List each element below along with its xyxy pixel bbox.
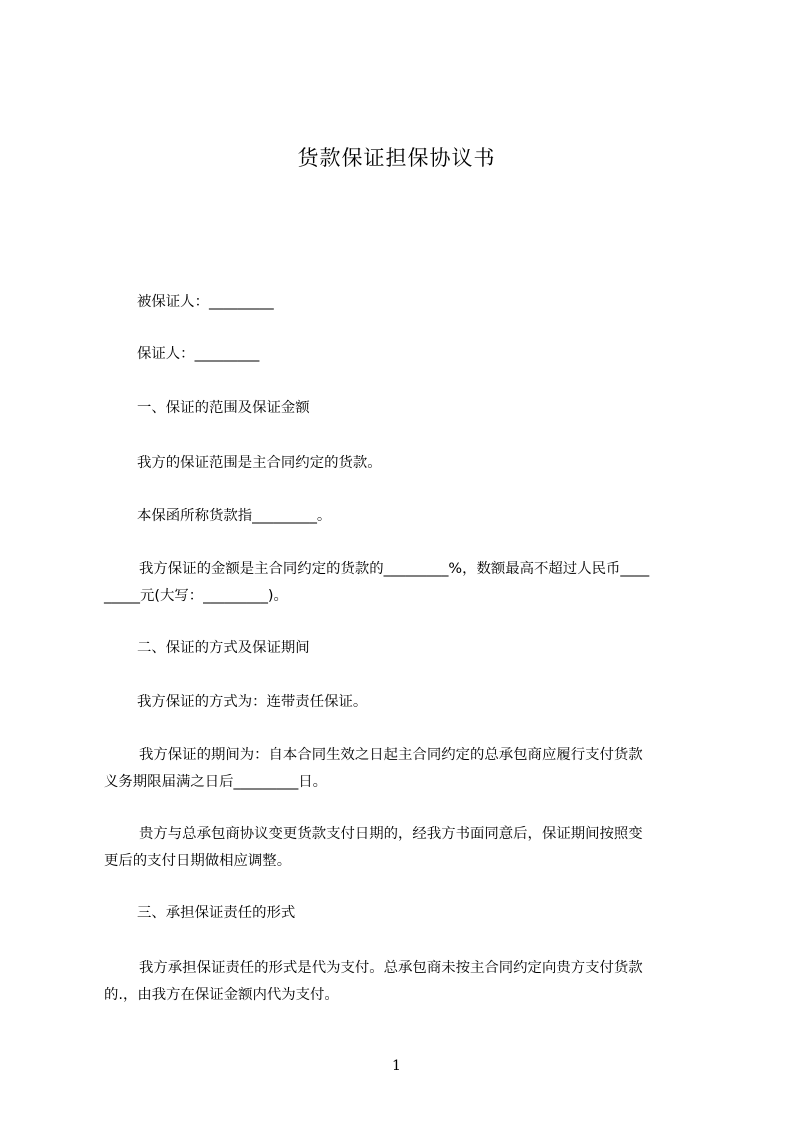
paragraph-guarantee-period-line2: 义务期限届满之日后_________日。 [104, 774, 328, 790]
paragraph-period-adjustment-line2: 更后的支付日期做相应调整。 [104, 853, 292, 869]
section-heading-2: 二、保证的方式及保证期间 [137, 640, 310, 656]
section-heading-1: 一、保证的范围及保证金额 [137, 400, 310, 416]
document-title: 货款保证担保协议书 [297, 146, 496, 170]
paragraph-guarantee-amount-line2: _____元(大写：_________)。 [104, 588, 288, 604]
paragraph-guarantee-amount-line1: 我方保证的金额是主合同约定的货款的_________%，数额最高不超过人民币____ [139, 561, 650, 577]
paragraph-guarantee-method: 我方保证的方式为：连带责任保证。 [137, 694, 368, 710]
paragraph-guarantee-period-line1: 我方保证的期间为：自本合同生效之日起主合同约定的总承包商应履行支付货款 [139, 747, 643, 763]
paragraph-liability-form-line2: 的.，由我方在保证金额内代为支付。 [104, 987, 339, 1003]
paragraph-guarantor: 保证人：_________ [137, 346, 260, 362]
paragraph-goods-payment-definition: 本保函所称货款指_________。 [137, 508, 332, 524]
page-number: 1 [392, 1058, 401, 1074]
section-heading-3: 三、承担保证责任的形式 [137, 905, 296, 921]
paragraph-guaranteed-party: 被保证人：_________ [137, 294, 274, 310]
paragraph-liability-form-line1: 我方承担保证责任的形式是代为支付。总承包商未按主合同约定向贵方支付货款 [139, 960, 643, 976]
paragraph-period-adjustment-line1: 贵方与总承包商协议变更货款支付日期的，经我方书面同意后，保证期间按照变 [139, 826, 643, 842]
paragraph-guarantee-scope: 我方的保证范围是主合同约定的货款。 [137, 455, 382, 471]
